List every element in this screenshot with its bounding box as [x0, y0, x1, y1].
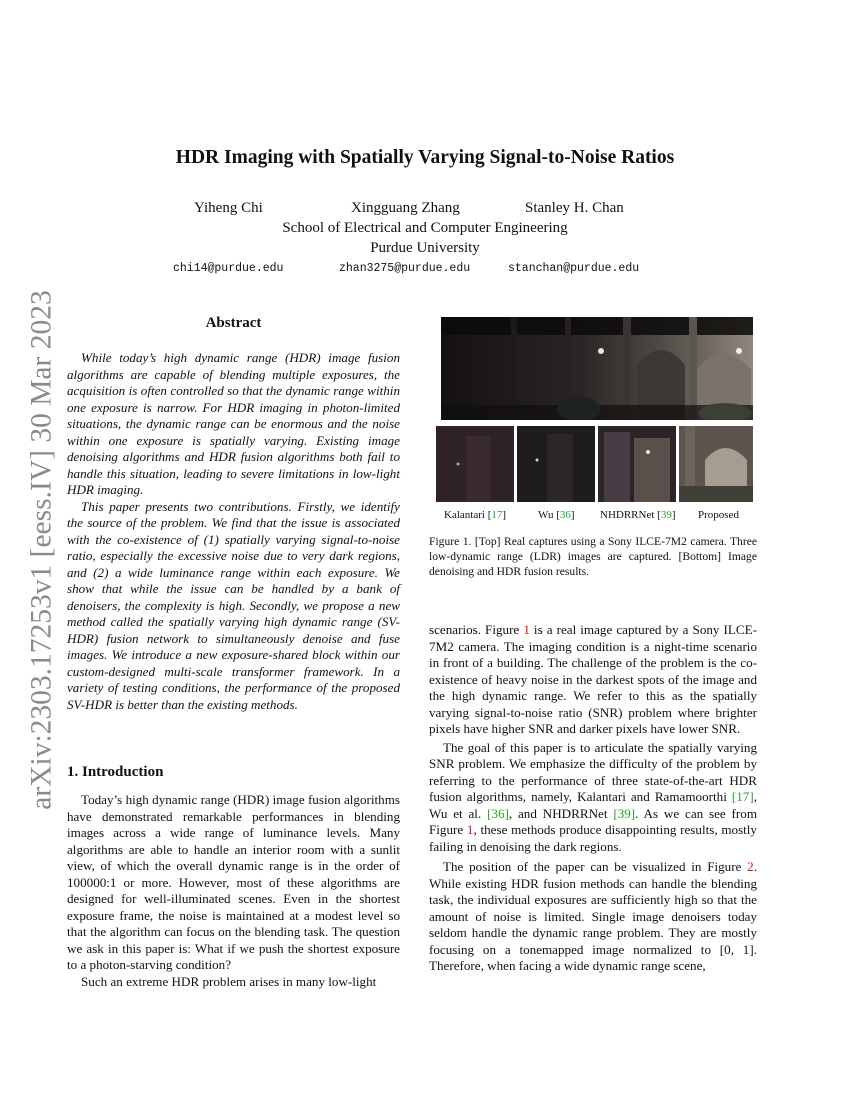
figure-1-result-wu [517, 426, 595, 502]
body-paragraph: Such an extreme HDR problem arises in many low-light [81, 973, 377, 989]
citation-link[interactable]: [36] [487, 805, 509, 821]
body-paragraph [429, 859, 757, 975]
text-span: . While existing HDR fusion methods can handle the blending task, the individual exposures are sufficiently high so that the amount of noise is limited. Single image denoisers today seldom handle the dynamic range problem. They are mostly focusing on a tonemapped image normalized to [0, 1]. Therefore, when facing a wide dynamic range scene, [429, 859, 757, 973]
abstract-paragraph: While today’s high dynamic range (HDR) image fusion algorithms are capable of blending multiple exposures, the acquisition is often controlled so that the dynamic range within one exposure is narrow. For HDR imaging in photon-limited situations, the dynamic range can be enormous and the noise within one exposure is spatially varying. Existing image denoising algorithms and HDR fusion algorithms both fail to handle this situation, leading to severe limitations in low-light HDR imaging. [67, 350, 400, 497]
result-thumbnail [517, 426, 595, 502]
figure-label-nhdrrnet: NHDRRNet [39] [600, 509, 676, 521]
figure-label-wu: Wu [36] [538, 509, 575, 521]
figure-ref-link[interactable]: 1 [466, 822, 474, 837]
figure-ref-link[interactable]: 2 [747, 859, 754, 874]
affiliation-university: Purdue University [370, 240, 480, 256]
paper-title: HDR Imaging with Spatially Varying Signal-to-Noise Ratios [175, 147, 675, 168]
figure-label-proposed [698, 509, 739, 521]
figure-1-result-kalantari [436, 426, 514, 502]
citation-link[interactable]: [39] [613, 805, 636, 821]
figure-1-caption: Figure 1. [Top] Real captures using a Sony ILCE-7M2 camera. Three low-dynamic range (LDR) images are captured. [Bottom] Image denoising and HDR fusion results. [429, 535, 757, 578]
night-building-photo [441, 317, 753, 420]
method-name: Proposed [698, 509, 739, 521]
citation-link[interactable]: [17] [731, 789, 754, 804]
body-paragraph: Today’s high dynamic range (HDR) image fusion algorithms have demonstrated remarkable performances in blending images across a wide range of luminance levels. Many algorithms are able to handle an interior room with a sunlit view, of which the overall dynamic range is in the order of 100000:1 or more. However, most of these algorithms are designed for well-illuminated scenes. Even in the shortest exposure frame, the noise is maintained at a modest level so that the algorithm can focus on the blending task. The question we ask in this paper is: What if we push the shortest exposure to a photon-starving condition? [67, 792, 400, 972]
citation-link[interactable]: 36 [559, 509, 571, 521]
arxiv-identifier [22, 290, 62, 810]
method-name: Kalantari [444, 509, 485, 521]
arxiv-identifier-text: arXiv:2303.17253v1 [eess.IV] 30 Mar 2023 [25, 290, 58, 810]
figure-label-kalantari: Kalantari [17] [444, 509, 507, 521]
method-name: NHDRRNet [600, 509, 655, 521]
email-address[interactable]: zhan3275@purdue.edu [339, 262, 471, 275]
email-address[interactable]: chi14@purdue.edu [173, 262, 284, 275]
author-name: Yiheng Chi [194, 200, 263, 216]
section-heading-introduction: 1. Introduction [67, 764, 164, 780]
citation-link[interactable]: 39 [660, 509, 672, 521]
right-column-body [429, 622, 757, 975]
text-span: , and NHDRRNet [508, 805, 614, 821]
text-span: . As we can see from Figure [429, 805, 758, 837]
figure-1-result-nhdrrnet [598, 426, 676, 502]
result-thumbnail [598, 426, 676, 502]
text-span: , these methods produce disappointing results, mostly failing in denoising the dark regions. [429, 822, 757, 854]
email-address[interactable]: stanchan@purdue.edu [508, 262, 640, 275]
abstract-paragraph: This paper presents two contributions. Firstly, we identify the source of the problem. We find that the issue is associated with the co-existence of (1) spatially varying signal-to-noise ratio, especially the excessive noise due to very dark regions, and (2) a wide luminance range within each exposure. We show that while the issue can be handled by a bank of denoisers, the complexity is high. Secondly, we propose a new method called the spatially varying high dynamic range (SV-HDR) fusion network to simultaneously denoise and fuse images. We introduce a new exposure-shared block within our custom-designed multi-scale transformer framework. In a variety of testing conditions, the performance of the proposed SV-HDR is better than the existing methods. [67, 498, 400, 712]
figure-1-result-proposed [679, 426, 753, 502]
result-thumbnail [679, 426, 753, 502]
body-paragraph [429, 740, 757, 856]
result-thumbnail [436, 426, 514, 502]
author-name: Xingguang Zhang [351, 200, 460, 216]
introduction-body [67, 792, 400, 990]
figure-ref-link[interactable]: 1 [523, 622, 530, 637]
figure-1-top-image [441, 317, 753, 420]
text-span: scenarios. Figure [429, 622, 524, 637]
abstract-heading: Abstract [205, 315, 262, 331]
author-list [0, 200, 850, 222]
body-paragraph [429, 622, 757, 738]
text-span: The goal of this paper is to articulate the spatially varying SNR problem. We emphasize the difficulty of the problem by referring to the performance of three state-of-the-art HDR fusion algorithms, namely, Kalantari and Ramamoorthi [429, 739, 757, 804]
abstract-body [67, 350, 400, 713]
text-span: is a real image captured by a Sony ILCE-7M2 camera. The imaging condition is a night-time scenario in front of a building. The challenge of the problem is the co-existence of heavy noise in the darkest spots of the image and the high dynamic range. We refer to this as the spatially varying signal-to-noise ratio (SNR) problem where brighter pixels have higher SNR and darker pixels have lower SNR. [429, 622, 757, 736]
author-name: Stanley H. Chan [525, 200, 624, 216]
text-span: , Wu et al. [429, 789, 757, 821]
text-span: The position of the paper can be visualized in Figure [443, 859, 748, 874]
citation-link[interactable]: 17 [491, 509, 503, 521]
method-name: Wu [538, 509, 554, 521]
affiliation-school: School of Electrical and Computer Engineering [282, 220, 568, 236]
